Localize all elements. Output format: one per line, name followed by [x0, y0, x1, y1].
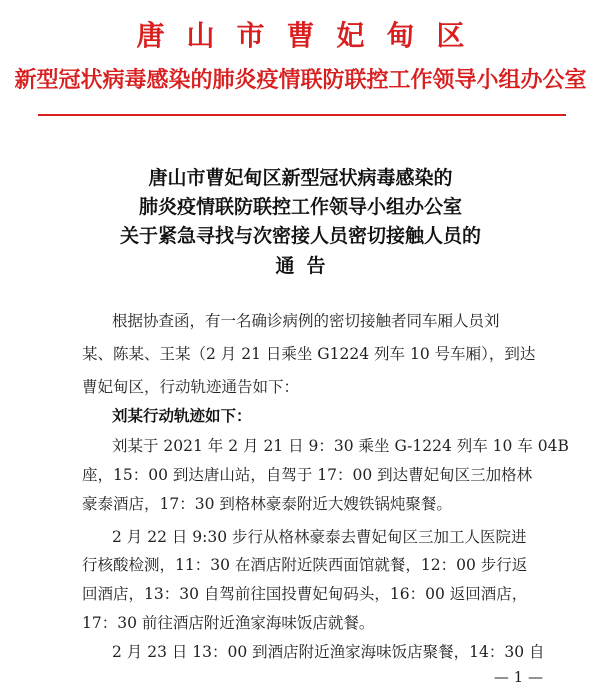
- track-line-7: 17：30 前往酒店附近渔家海味饭店就餐。: [82, 614, 375, 632]
- intro-line-2: 某、陈某、王某（2 月 21 日乘坐 G1224 列车 10 号车厢），到达: [82, 345, 536, 363]
- notice-title-line-3: 关于紧急寻找与次密接人员密切接触人员的: [119, 225, 481, 247]
- red-divider-line: [38, 114, 566, 116]
- notice-title-line-4: 通告: [275, 255, 338, 277]
- intro-line-1: 根据协查函，有一名确诊病例的密切接触者同车厢人员刘: [112, 312, 500, 330]
- track-line-3: 豪泰酒店，17：30 到格林豪泰附近大嫂铁锅炖聚餐。: [82, 495, 452, 513]
- track-line-1: 刘某于 2021 年 2 月 21 日 9：30 乘坐 G-1224 列车 10 车 04B: [112, 437, 569, 455]
- office-header: 新型冠状病毒感染的肺炎疫情联防联控工作领导小组办公室: [14, 67, 587, 93]
- notice-title-line-2: 肺炎疫情联防联控工作领导小组办公室: [138, 196, 462, 218]
- notice-title-line-1: 唐山市曹妃甸区新型冠状病毒感染的: [148, 167, 453, 189]
- section-heading: 刘某行动轨迹如下：: [112, 406, 252, 425]
- track-line-2: 座，15：00 到达唐山站，自驾于 17：00 到达曹妃甸区三加格林: [82, 466, 533, 484]
- page-number: — 1 —: [493, 668, 543, 686]
- org-header: 唐山市曹妃甸区: [136, 19, 487, 52]
- track-line-5: 行核酸检测，11：30 在酒店附近陕西面馆就餐，12：00 步行返: [82, 556, 528, 574]
- track-line-6: 回酒店，13：30 自驾前往国投曹妃甸码头，16：00 返回酒店，: [82, 585, 528, 603]
- track-line-8: 2 月 23 日 13：00 到酒店附近渔家海味饭店聚餐，14：30 自: [112, 643, 545, 661]
- intro-line-3: 曹妃甸区，行动轨迹通告如下：: [82, 378, 300, 396]
- track-line-4: 2 月 22 日 9:30 步行从格林豪泰去曹妃甸区三加工人医院进: [112, 528, 527, 546]
